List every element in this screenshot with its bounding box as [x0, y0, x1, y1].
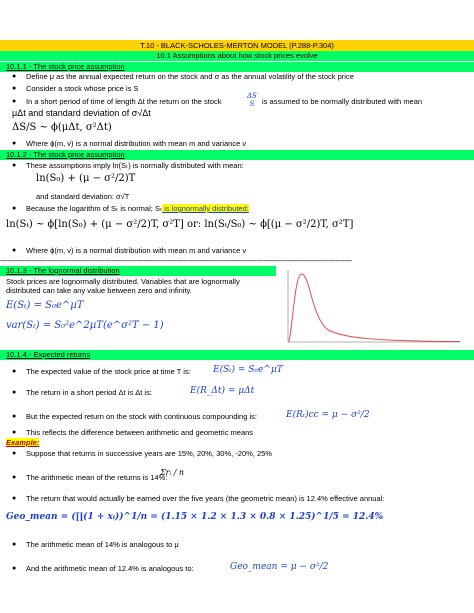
subsection-heading-10-1-4: 10.1.4 - Expected returns: [0, 350, 474, 360]
bullet-icon: ●: [12, 98, 17, 105]
bullet-icon: ●: [12, 429, 17, 436]
text-mean-std: μΔt and standard deviation of σ√Δt: [12, 108, 151, 118]
bullet-icon: ●: [12, 565, 17, 572]
text-geo-analogous: And the arithmetic mean of 12.4% is analogous to:: [26, 564, 194, 573]
subsection-heading-10-1-1: 10.1.1 - The stock price assumption: [0, 62, 474, 72]
formula-geo-mean-approx: Geo_mean = μ − σ²/2: [230, 562, 329, 572]
text-arithmetic-mean: The arithmetic mean of the returns is 14%:: [26, 473, 168, 482]
page-title: T.10 - BLACK-SCHOLES-MERTON MODEL (P.288-P.304): [0, 40, 474, 51]
bullet-icon: ●: [12, 140, 17, 147]
bullet-icon: ●: [12, 247, 17, 254]
text-lognormally-distributed: is lognormally distributed:: [162, 204, 249, 213]
text-short-period-b: is assumed to be normally distributed with mean: [262, 97, 423, 106]
text-expected-value-t: The expected value of the stock price at time T is:: [26, 367, 191, 376]
bullet-icon: ●: [12, 389, 17, 396]
bullet-icon: ●: [12, 495, 17, 502]
formula-arith-mean: Σrᵢ / n: [160, 468, 185, 477]
text-expected-return-cc: But the expected return on the stock with continuous compounding is:: [26, 412, 257, 421]
bullet-icon: ●: [12, 474, 17, 481]
bullet-icon: ●: [12, 73, 17, 80]
formula-e-st: E(Sₜ) = S₀e^μT: [213, 365, 283, 375]
bullet-icon: ●: [12, 413, 17, 420]
text-define-mu-sigma: Define μ as the annual expected return on the stock and σ as the annual volatility of the stock price: [26, 72, 354, 81]
text-where-phi-2: Where ϕ(m, v) is a normal distribution with mean m and variance v: [26, 246, 247, 255]
formula-e-rt-cc: E(Rₜ)cc = μ − σ²/2: [286, 410, 370, 420]
text-std-dev: and standard deviation: σ√T: [36, 192, 130, 201]
text-where-phi-1: Where ϕ(m, v) is a normal distribution with mean m and variance v: [26, 139, 247, 148]
bullet-icon: ●: [12, 162, 17, 169]
section-heading-10-1: 10.1 Assumptions about how stock prices evolve: [0, 51, 474, 61]
formula-ln-st-dist: ln(Sₜ) ~ ϕ[ln(S₀) + (μ − σ²/2)T, σ²T] or: ln(Sₜ/S₀) ~ ϕ[(μ − σ²/2)T, σ²T]: [6, 219, 354, 230]
formula-ln-mean: ln(S₀) + (μ − σ²/2)T: [36, 173, 136, 184]
bullet-icon: ●: [12, 368, 17, 375]
text-lognormal-p2: distributed can take any value between zero and infinity.: [6, 286, 192, 295]
text-suppose-returns: Suppose that returns in successive years are 15%, 20%, 30%, -20%, 25%: [26, 449, 272, 458]
text-arith-analogous-mu: The arithmetic mean of 14% is analogous to μ: [26, 540, 179, 549]
text-geometric-return: The return that would actually be earned over the five years (the geometric mean) is 12.4% effective annual:: [26, 494, 385, 503]
text-assumptions-imply: These assumptions imply ln(Sₜ) is normally distributed with mean:: [26, 161, 244, 170]
lognormal-distribution-chart: [282, 266, 462, 348]
text-logarithm-normal-a: Because the logarithm of Sₜ is normal; Sₜ: [26, 204, 163, 213]
dashed-divider: ------------------------------------------------------------------------------------------------------------------------------------------------------------------------------------------------: [0, 258, 352, 265]
formula-expected-st: E(Sₜ) = S₀e^μT: [6, 300, 84, 311]
text-logarithm-normal: [26, 204, 249, 213]
subsection-heading-10-1-3: 10.1.3 - The lognormal distribution: [0, 266, 276, 276]
formula-ds-over-s: ΔS S: [247, 92, 257, 108]
example-label: Example:: [6, 438, 40, 447]
text-arith-geo-diff: This reflects the difference between arithmetic and geometric means: [26, 428, 254, 437]
formula-ds-dist: ΔS/S ~ ϕ(μΔt, σ²Δt): [12, 122, 112, 133]
bullet-icon: ●: [12, 541, 17, 548]
bullet-icon: ●: [12, 205, 17, 212]
text-short-period-a: In a short period of time of length Δt the return on the stock: [26, 97, 222, 106]
bullet-icon: ●: [12, 85, 17, 92]
formula-e-r-dt: E(R_Δt) = μΔt: [190, 386, 255, 396]
text-return-short-period: The return in a short period Δt is Δt is:: [26, 388, 152, 397]
text-lognormal-p1: Stock prices are lognormally distributed. Variables that are lognormally: [6, 277, 240, 286]
bullet-icon: ●: [12, 450, 17, 457]
text-consider-stock: Consider a stock whose price is S: [26, 84, 139, 93]
subsection-heading-10-1-2: 10.1.2 - The stock price assumption: [0, 150, 474, 160]
lognormal-curve: [288, 274, 460, 342]
formula-var-st: var(Sₜ) = S₀²e^2μT(e^σ²T − 1): [6, 320, 164, 331]
formula-geo-mean: Geo_mean = (∏(1 + xᵢ))^1/n = (1.15 × 1.2 × 1.3 × 0.8 × 1.25)^1/5 = 12.4%: [6, 512, 384, 522]
